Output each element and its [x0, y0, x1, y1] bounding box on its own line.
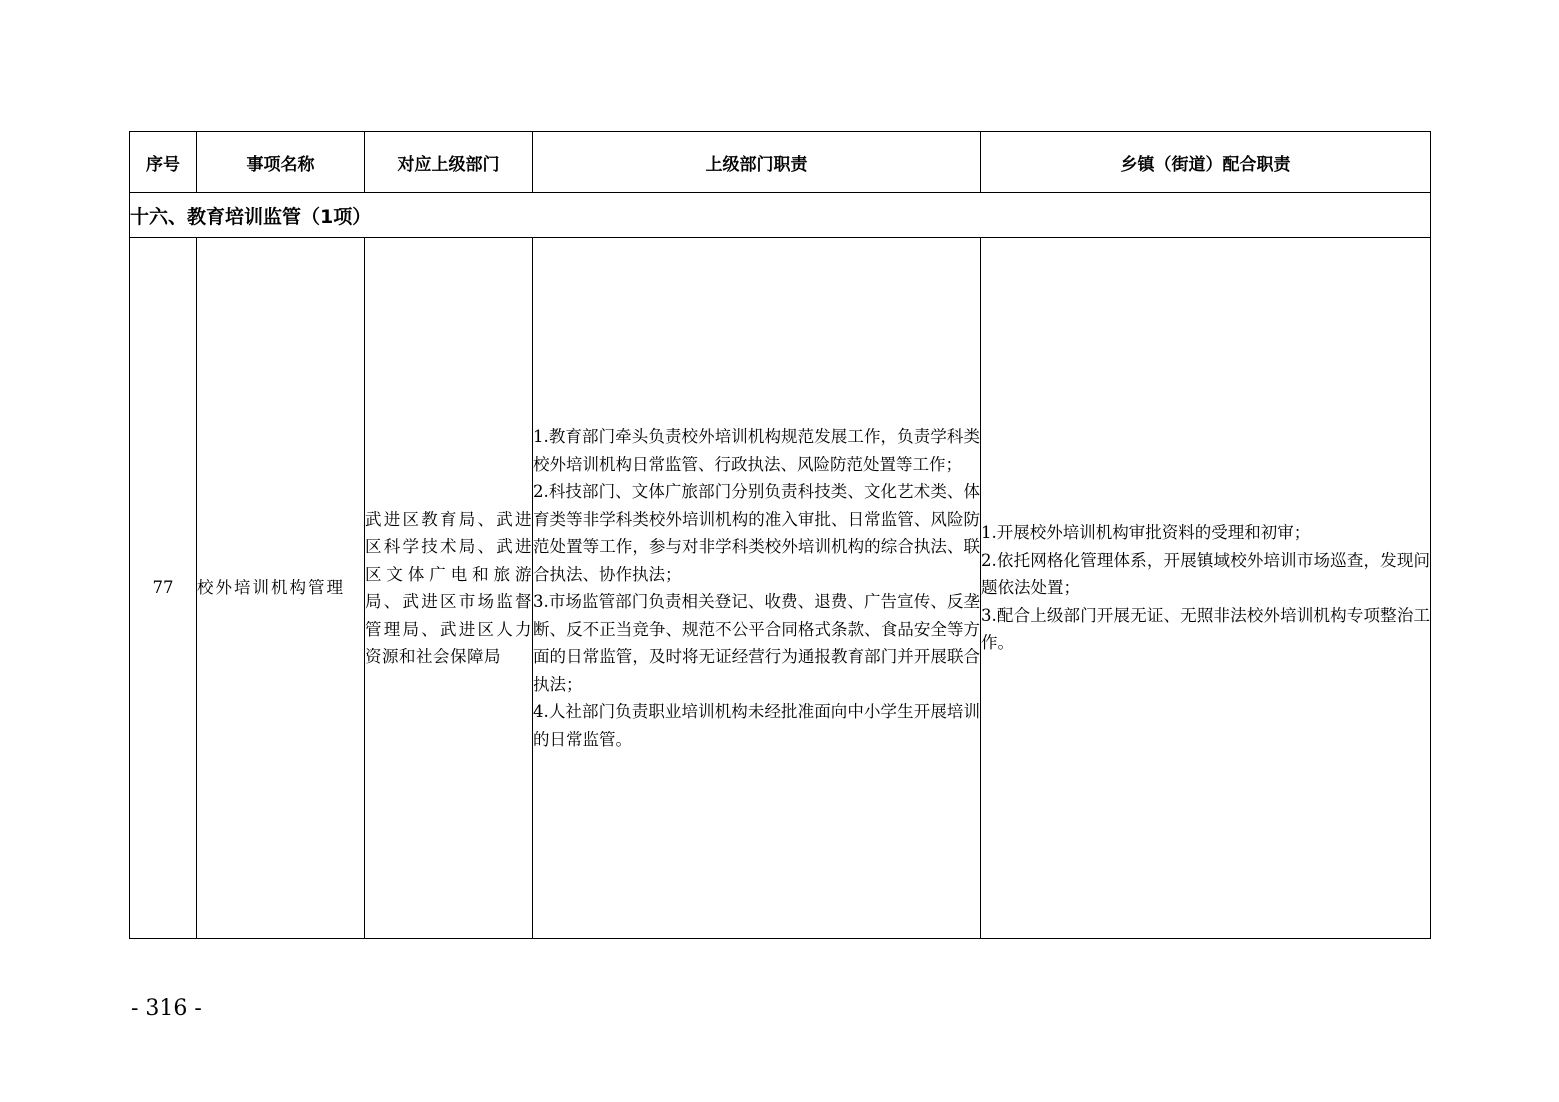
header-seq: 序号	[130, 132, 197, 193]
duty-table	[129, 131, 1431, 939]
cell-superior-duty	[533, 238, 981, 939]
table-row	[130, 238, 1431, 939]
header-town-duty: 乡镇（街道）配合职责	[981, 132, 1431, 193]
section-row	[130, 193, 1431, 238]
town-duty-item: 2.依托网格化管理体系，开展镇域校外培训市场巡查，发现问题依法处置；	[981, 550, 1430, 598]
duty-item: 3.市场监管部门负责相关登记、收费、退费、广告宣传、反垄断、反不正当竞争、规范不公平合同格式条款、食品安全等方面的日常监管，及时将无证经营行为通报教育部门并开展联合执法；	[533, 592, 980, 694]
header-row	[130, 132, 1431, 193]
cell-superior-dept: 武进区教育局、武进区科学技术局、武进区文体广电和旅游局、武进区市场监督管理局、武进区人力资源和社会保障局	[365, 238, 533, 939]
town-duty-item: 1.开展校外培训机构审批资料的受理和初审；	[981, 523, 1311, 543]
cell-town-duty	[981, 238, 1431, 939]
header-superior-dept: 对应上级部门	[365, 132, 533, 193]
duty-item: 1.教育部门牵头负责校外培训机构规范发展工作，负责学科类校外培训机构日常监管、行政执法、风险防范处置等工作；	[533, 427, 980, 474]
town-duty-item: 3.配合上级部门开展无证、无照非法校外培训机构专项整治工作。	[981, 605, 1430, 653]
duty-item: 2.科技部门、文体广旅部门分别负责科技类、文化艺术类、体育类等非学科类校外培训机构的准入审批、日常监管、风险防范处置等工作，参与对非学科类校外培训机构的综合执法、联合执法、协作执法；	[533, 482, 980, 584]
header-superior-duty: 上级部门职责	[533, 132, 981, 193]
cell-seq: 77	[130, 238, 197, 939]
section-title: 十六、教育培训监管（1项）	[130, 193, 1431, 238]
cell-item-name: 校外培训机构管理	[197, 238, 365, 939]
duty-item: 4.人社部门负责职业培训机构未经批准面向中小学生开展培训的日常监管。	[533, 702, 980, 749]
header-item-name: 事项名称	[197, 132, 365, 193]
page-number: - 316 -	[131, 996, 202, 1021]
